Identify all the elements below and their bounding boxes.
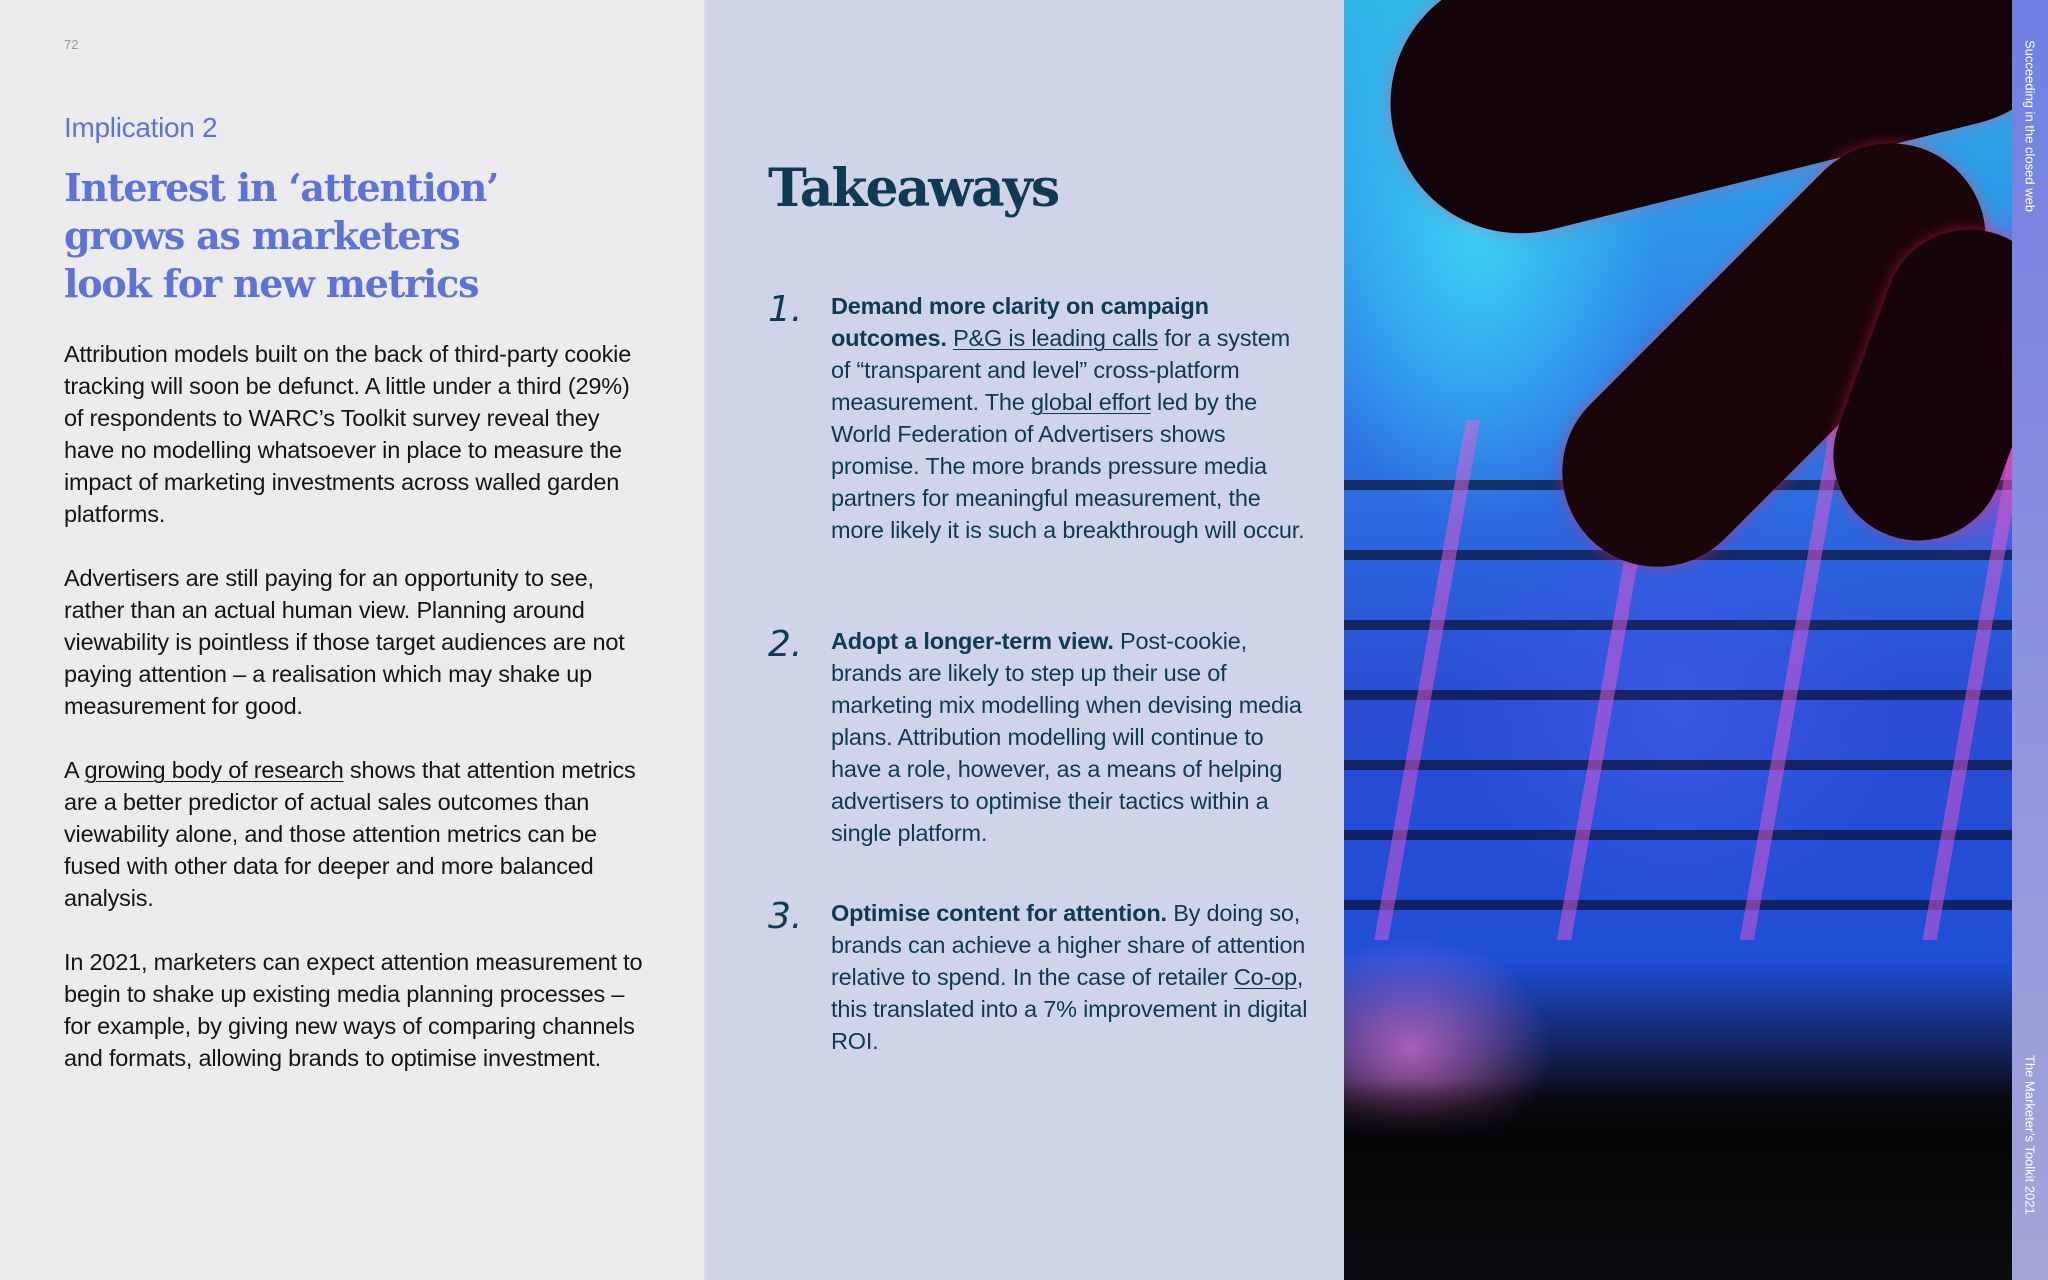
paragraph xyxy=(64,754,654,914)
pg-leading-calls-link[interactable]: P&G is leading calls xyxy=(953,325,1159,351)
paragraph-text: A xyxy=(64,757,85,783)
takeaway-number: 1. xyxy=(768,289,803,330)
global-effort-link[interactable]: global effort xyxy=(1030,389,1151,415)
takeaways-title: Takeaways xyxy=(768,158,1059,219)
page-headline xyxy=(64,164,624,308)
implication-panel xyxy=(0,0,704,1280)
section-label: Succeeding in the closed web xyxy=(2022,40,2038,213)
takeaway-item xyxy=(768,625,1308,849)
paragraph: Advertisers are still paying for an opportunity to see, rather than an actual human view. Planning around viewability is pointless if those target audiences are not paying attention – a realisation which may shake up measurement for good. xyxy=(64,565,625,719)
body-copy xyxy=(64,338,654,1106)
publication-label: The Marketer’s Toolkit 2021 xyxy=(2022,1055,2038,1215)
page-number: 72 xyxy=(64,37,79,52)
growing-body-of-research-link[interactable]: growing body of research xyxy=(84,757,344,783)
paragraph: Attribution models built on the back of third-party cookie tracking will soon be defunct. A little under a third (29%) of respondents to WARC’s Toolkit survey reveal they have no modelling whatsoever in place to measure the impact of marketing investments across walled garden platforms. xyxy=(64,341,632,527)
takeaway-heading: Optimise content for attention. xyxy=(831,900,1167,926)
keyboard-hand-photo xyxy=(1344,0,2012,1280)
takeaway-item xyxy=(768,290,1308,546)
takeaway-copy: for a system of “transparent and level” cross-platform measurement. The xyxy=(831,325,1290,415)
takeaway-item xyxy=(768,897,1308,1057)
takeaway-heading: Demand more clarity on campaign outcomes. xyxy=(831,293,1209,351)
headline-line: grows as marketers xyxy=(64,213,460,258)
takeaway-text xyxy=(831,897,1308,1057)
takeaway-heading: Adopt a longer-term view. xyxy=(831,628,1114,654)
headline-line: Interest in ‘attention’ xyxy=(64,165,499,210)
takeaway-number: 2. xyxy=(768,624,803,665)
takeaway-number: 3. xyxy=(768,896,803,937)
paragraph: In 2021, marketers can expect attention measurement to begin to shake up existing media planning processes – for example, by giving new ways of comparing channels and formats, allowing brands to optimise investment. xyxy=(64,949,643,1071)
photo-foreground-blur xyxy=(1344,1080,2012,1280)
takeaways-panel xyxy=(704,0,1344,1280)
section-eyebrow: Implication 2 xyxy=(64,112,218,143)
paragraph-text: shows that attention metrics are a better predictor of actual sales outcomes than viewability alone, and those attention metrics can be fused with other data for deeper and more balanced analysis. xyxy=(64,757,636,911)
takeaway-copy: led by the World Federation of Advertisers shows promise. The more brands pressure media partners for meaningful measurement, the more likely it is such a breakthrough will occur. xyxy=(831,389,1305,543)
takeaway-copy: Post-cookie, brands are likely to step up their use of marketing mix modelling when devising media plans. Attribution modelling will continue to have a role, however, as a means of helping advertisers to optimise their tactics within a single platform. xyxy=(831,628,1302,846)
takeaway-copy: , this translated into a 7% improvement in digital ROI. xyxy=(831,964,1308,1054)
takeaway-text xyxy=(831,290,1308,546)
takeaway-copy: By doing so, brands can achieve a higher share of attention relative to spend. In the case of retailer xyxy=(831,900,1306,990)
takeaway-text xyxy=(831,625,1308,849)
side-strip xyxy=(2012,0,2048,1280)
headline-line: look for new metrics xyxy=(64,261,479,306)
co-op-link[interactable]: Co-op xyxy=(1233,964,1297,990)
